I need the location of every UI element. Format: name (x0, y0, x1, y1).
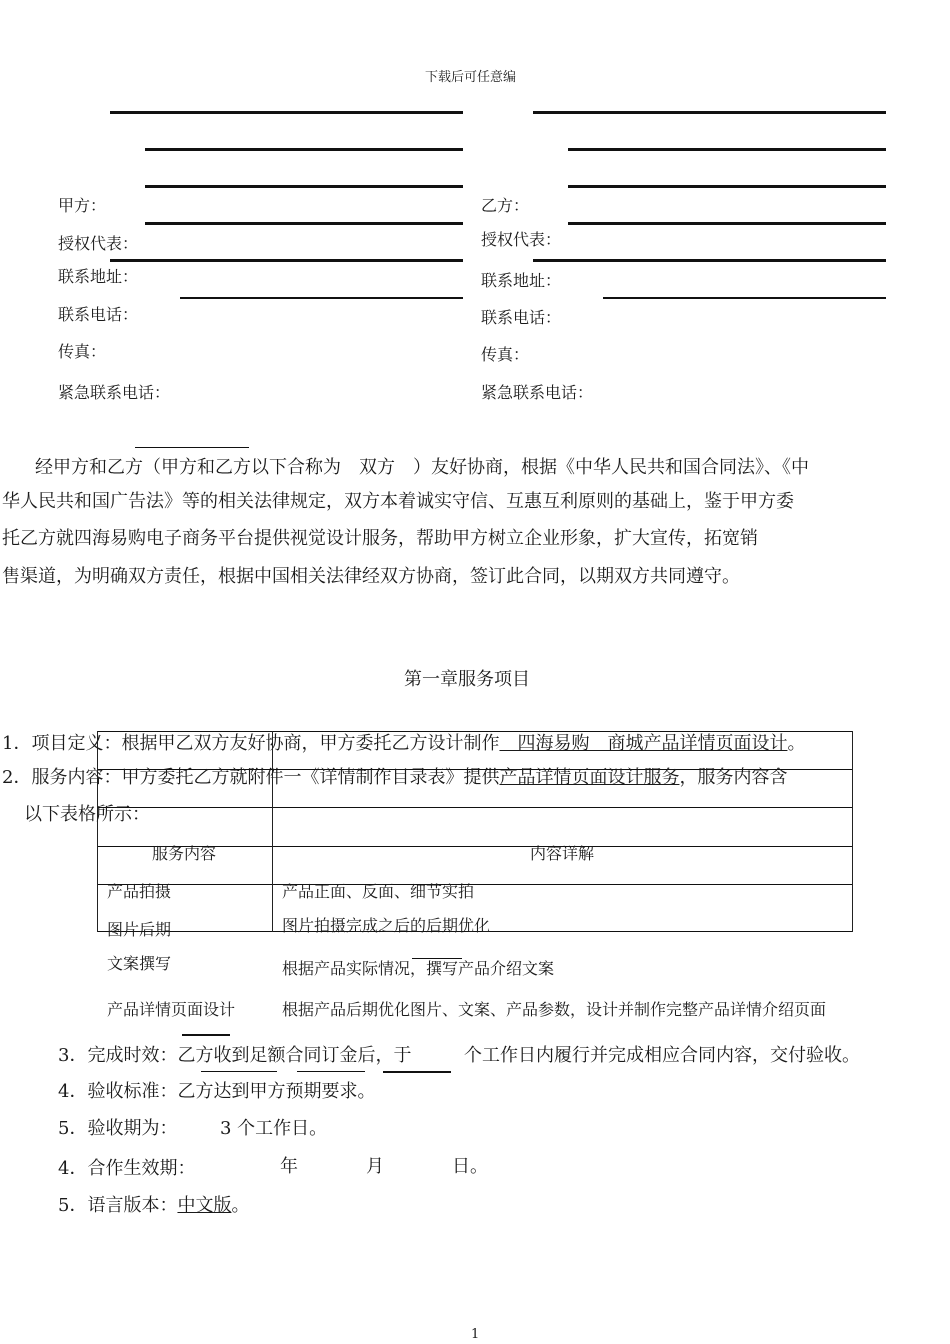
blank-line (201, 1071, 277, 1072)
item-end: 。 (231, 1195, 250, 1216)
item-text: 验收标准：乙方达到甲方预期要求。 (87, 1081, 376, 1102)
item-text: 验收期为： (87, 1118, 178, 1139)
item-number: 5． (58, 1195, 88, 1216)
signature-line (603, 297, 886, 299)
chapter-title: 第一章服务项目 (404, 669, 530, 690)
service-item-1 (2, 729, 805, 755)
page-number: 1 (471, 1327, 480, 1342)
item-text: 完成时效：乙方收到足额合同订金后，于 (87, 1045, 412, 1066)
item-number: 4． (58, 1081, 88, 1102)
date-year: 年 (280, 1156, 298, 1177)
party-a-rep-label: 授权代表： (58, 234, 139, 253)
service-item-2-cont: 以下表格所示： (24, 804, 150, 825)
table-header-service: 服务内容 (152, 844, 217, 863)
party-b-address-label: 联系地址： (481, 271, 562, 290)
item-text: 合作生效期： (87, 1158, 196, 1179)
item-end: ，服务内容含 (679, 767, 788, 788)
signature-line (145, 185, 463, 188)
signature-line (110, 111, 463, 114)
table-cell-detail: 根据产品后期优化图片、文案、产品参数，设计并制作完整产品详情介绍页面 (282, 1000, 827, 1019)
table-rule (97, 731, 98, 932)
table-rule (97, 884, 853, 885)
term-item-3 (58, 1041, 411, 1067)
signature-line (533, 111, 886, 114)
language-version: 中文版 (177, 1195, 232, 1216)
party-a-emergency-label: 紧急联系电话： (58, 383, 171, 402)
party-b-emergency-label: 紧急联系电话： (481, 383, 594, 402)
intro-line-3: 托乙方就四海易购电子商务平台提供视觉设计服务，帮助甲方树立企业形象，扩大宣传，拓宽销 (2, 528, 758, 549)
item-number: 1． (2, 733, 32, 754)
term-item-5 (58, 1114, 177, 1140)
service-item-2 (2, 763, 787, 789)
item-number: 4． (58, 1158, 88, 1179)
term-item-7 (58, 1191, 249, 1217)
table-rule (97, 807, 853, 808)
signature-line (568, 185, 886, 188)
item-number: 2． (2, 767, 32, 788)
term-item-6 (58, 1154, 195, 1180)
header-note: 下载后可任意编 (425, 70, 517, 85)
table-cell-service: 产品拍摄 (107, 882, 172, 901)
item-text: 服务内容：甲方委托乙方就附件一《详情制作目录表》提供 (31, 767, 500, 788)
signature-line (180, 297, 463, 299)
party-b-fax-label: 传真： (481, 345, 530, 364)
date-month: 月 (366, 1156, 384, 1177)
acceptance-period: 3 个工作日。 (220, 1118, 328, 1139)
item-number: 3． (58, 1045, 88, 1066)
signature-line (568, 148, 886, 151)
blank-line (297, 1071, 365, 1072)
blank-line (182, 1034, 230, 1036)
item-number: 5． (58, 1118, 88, 1139)
term-item-3-rest: 个工作日内履行并完成相应合同内容，交付验收。 (464, 1045, 860, 1066)
blank-line (135, 447, 249, 448)
signature-line (110, 259, 463, 262)
intro-line-4: 售渠道，为明确双方责任，根据中国相关法律经双方协商，签订此合同，以期双方共同遵守。 (2, 566, 740, 587)
date-day: 日。 (452, 1156, 488, 1177)
service-name: 产品详情页面设计服务 (499, 767, 680, 788)
party-b-rep-label: 授权代表： (481, 230, 562, 249)
party-a-address-label: 联系地址： (58, 267, 139, 286)
term-item-4 (58, 1077, 375, 1103)
party-b-phone-label: 联系电话： (481, 308, 562, 327)
blank-line (383, 1071, 451, 1073)
signature-line (145, 222, 463, 225)
signature-line (533, 259, 886, 262)
table-header-detail: 内容详解 (530, 844, 595, 863)
item-text: 语言版本： (87, 1195, 178, 1216)
party-a-fax-label: 传真： (58, 342, 107, 361)
table-cell-service: 产品详情页面设计 (107, 1000, 236, 1019)
party-a-phone-label: 联系电话： (58, 305, 139, 324)
table-cell-detail: 产品正面、反面、细节实拍 (282, 882, 475, 901)
table-rule (272, 731, 273, 932)
signature-line (145, 148, 463, 151)
intro-line-2: 华人民共和国广告法》等的相关法律规定，双方本着诚实守信、互惠互利原则的基础上，鉴于甲方委 (2, 491, 794, 512)
table-rule (852, 731, 853, 932)
table-cell-service: 文案撰写 (107, 954, 172, 973)
project-name: 四海易购 商城产品详情页面设计 (499, 733, 788, 754)
party-b-title: 乙方： (481, 196, 530, 215)
party-a-title: 甲方： (58, 196, 107, 215)
signature-line (568, 222, 886, 225)
table-cell-service: 图片后期 (107, 920, 172, 939)
item-end: 。 (787, 733, 806, 754)
table-cell-detail: 根据产品实际情况，撰写产品介绍文案 (282, 959, 555, 978)
item-text: 项目定义：根据甲乙双方友好协商，甲方委托乙方设计制作 (31, 733, 500, 754)
intro-line-1: 经甲方和乙方（甲方和乙方以下合称为 双方 ）友好协商，根据《中华人民共和国合同法》、《中 (35, 457, 809, 478)
table-cell-detail: 图片拍摄完成之后的后期优化 (282, 916, 491, 935)
